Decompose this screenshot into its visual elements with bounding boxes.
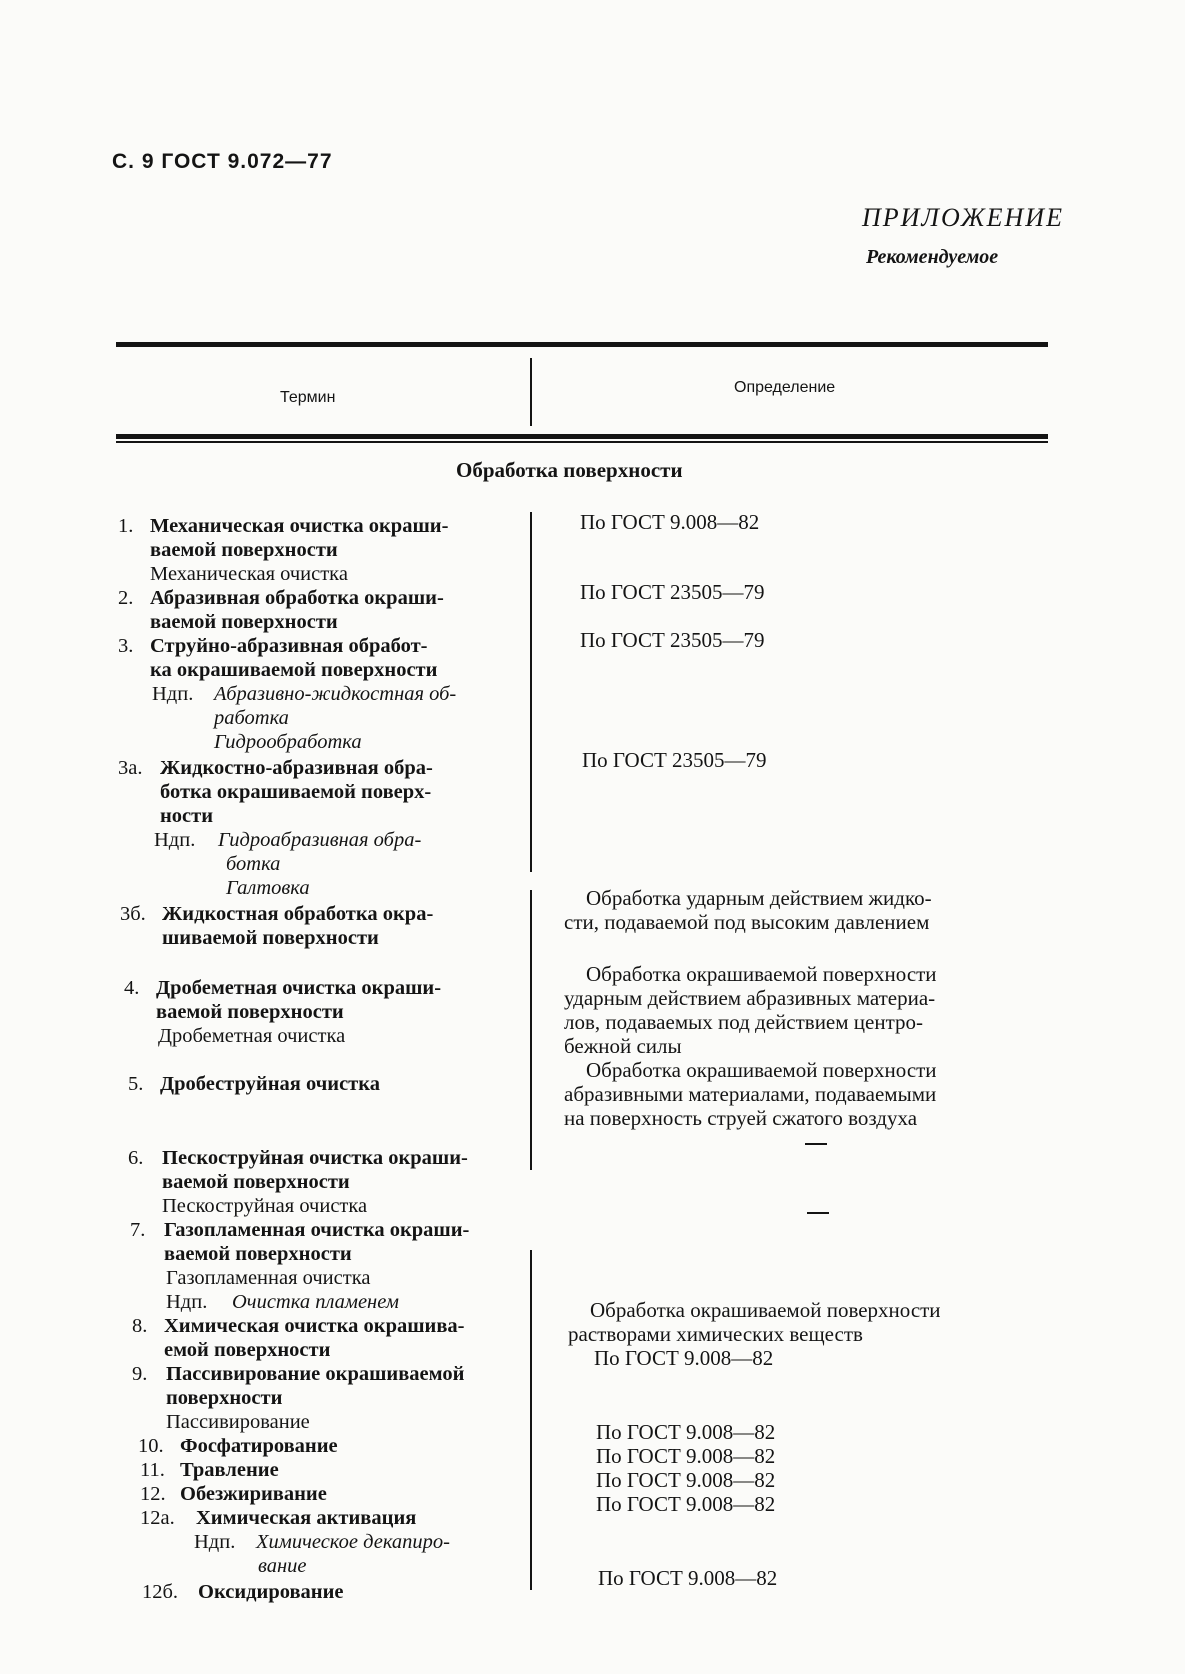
definition-11: По ГОСТ 9.008—82 — [596, 1444, 776, 1468]
term-text: Оксидирование — [198, 1581, 344, 1603]
definition-line: Обработка окрашиваемой поверхности — [590, 1298, 941, 1322]
definition-2: По ГОСТ 23505—79 — [580, 580, 765, 604]
page-header: С. 9 ГОСТ 9.072—77 — [112, 150, 333, 173]
definition-1: По ГОСТ 9.008—82 — [580, 510, 760, 534]
term-line: ваемой поверхности — [164, 1243, 352, 1265]
definition-line: сти, подаваемой под высоким давлением — [564, 910, 930, 934]
term-ndp: Абразивно-жидкостная об- — [214, 683, 457, 705]
term-ndp: Очистка пламенем — [232, 1291, 399, 1313]
term-text — [150, 586, 444, 634]
term-5: 5. — [128, 1073, 144, 1095]
definition-line: ударным действием абразивных материа- — [564, 986, 936, 1010]
empty-definition-dash — [805, 1143, 827, 1145]
term-line: Дробеметная очистка окраши- — [156, 977, 442, 999]
column-header-definition: Определение — [734, 379, 836, 396]
term-line: Пассивирование окрашиваемой — [166, 1363, 465, 1385]
term-ndp: Гидрообработка — [214, 731, 362, 753]
term-ndp: Химическое декапиро- — [256, 1531, 450, 1553]
definition-line: лов, подаваемых под действием центро- — [564, 1010, 924, 1034]
term-11: 11. — [140, 1459, 165, 1481]
term-synonym: Пескоструйная очистка — [162, 1195, 368, 1217]
definition-line: бежной силы — [564, 1034, 682, 1058]
term-ndp: Гидроабразивная обра- — [218, 829, 422, 851]
term-line: емой поверхности — [164, 1339, 331, 1361]
term-line: Жидкостная обработка окра- — [162, 903, 434, 925]
term-ndp: ботка — [226, 853, 281, 875]
definition-line: Обработка окрашиваемой поверхности — [586, 962, 937, 986]
term-8: 8. — [132, 1315, 148, 1337]
definition-line: Обработка ударным действием жидко- — [586, 886, 932, 910]
appendix-title: ПРИЛОЖЕНИЕ — [862, 203, 1064, 232]
term-text — [150, 634, 437, 682]
term-line: Струйно-абразивная обработ- — [150, 635, 428, 657]
term-line: ваемой поверхности — [162, 1171, 350, 1193]
definition-9: По ГОСТ 9.008—82 — [594, 1346, 774, 1370]
definition-12: По ГОСТ 9.008—82 — [596, 1468, 776, 1492]
term-line: Пескоструйная очистка окраши- — [162, 1147, 468, 1169]
term-text: Фосфатирование — [180, 1435, 338, 1457]
term-line: ности — [160, 805, 214, 827]
term-line: ваемой поверхности — [150, 611, 338, 633]
term-text: Дробеструйная очистка — [160, 1073, 380, 1095]
term-synonym: Дробеметная очистка — [158, 1025, 346, 1047]
term-line: Механическая очистка окраши- — [150, 515, 449, 537]
body-column-divider — [530, 890, 532, 1170]
term-line: Жидкостно-абразивная обра- — [160, 757, 433, 779]
empty-definition-dash — [807, 1212, 829, 1214]
term-line: Химическая очистка окрашива- — [164, 1315, 465, 1337]
term-line: ботка окрашиваемой поверх- — [160, 781, 432, 803]
term-text — [162, 1146, 468, 1194]
term-text — [160, 756, 433, 828]
term-3a: 3а. — [118, 757, 143, 779]
term-ndp-label: Ндп. — [152, 683, 194, 705]
term-line: ваемой поверхности — [156, 1001, 344, 1023]
definition-12a: По ГОСТ 9.008—82 — [596, 1492, 776, 1516]
term-text: Химическая активация — [196, 1507, 417, 1529]
term-ndp: вание — [258, 1555, 307, 1577]
body-column-divider — [530, 512, 532, 872]
body-column-divider — [530, 1250, 532, 1590]
term-10: 10. — [138, 1435, 164, 1457]
table-header-rule-thin — [116, 441, 1048, 443]
term-ndp-label: Ндп. — [166, 1291, 208, 1313]
section-title: Обработка поверхности — [456, 458, 683, 482]
term-synonym: Механическая очистка — [150, 563, 348, 585]
column-header-term: Термин — [280, 389, 336, 406]
definition-10: По ГОСТ 9.008—82 — [596, 1420, 776, 1444]
term-synonym: Пассивирование — [166, 1411, 310, 1433]
term-line: Абразивная обработка окраши- — [150, 587, 444, 609]
definition-3b — [564, 886, 932, 934]
table-top-rule — [116, 342, 1048, 347]
term-text — [156, 976, 441, 1024]
table-header-rule — [116, 434, 1048, 439]
definition-4 — [564, 962, 937, 1058]
term-text — [162, 902, 433, 950]
definition-3: По ГОСТ 23505—79 — [580, 628, 765, 652]
definition-line: Обработка окрашиваемой поверхности — [586, 1058, 937, 1082]
term-line: ваемой поверхности — [150, 539, 338, 561]
term-ndp: работка — [214, 707, 289, 729]
definition-5 — [564, 1058, 937, 1130]
term-line: Газопламенная очистка окраши- — [164, 1219, 470, 1241]
term-line: ка окрашиваемой поверхности — [150, 659, 438, 681]
term-7: 7. — [130, 1219, 146, 1241]
term-2: 2. — [118, 587, 134, 609]
term-ndp: Галтовка — [226, 877, 310, 899]
term-12b: 12б. — [142, 1581, 179, 1603]
term-text — [150, 514, 448, 562]
term-line: поверхности — [166, 1387, 283, 1409]
term-ndp-label: Ндп. — [154, 829, 196, 851]
definition-12b: По ГОСТ 9.008—82 — [598, 1566, 778, 1590]
term-number: 1. — [118, 515, 134, 537]
term-12: 12. — [140, 1483, 166, 1505]
term-9: 9. — [132, 1363, 148, 1385]
term-text: Травление — [180, 1459, 279, 1481]
term-3: 3. — [118, 635, 134, 657]
term-text — [166, 1362, 464, 1410]
term-1 — [118, 514, 133, 538]
term-3b: 3б. — [120, 903, 146, 925]
term-4: 4. — [124, 977, 140, 999]
definition-8 — [568, 1298, 941, 1346]
term-text — [164, 1314, 464, 1362]
header-column-divider — [530, 358, 532, 426]
term-12a: 12а. — [140, 1507, 175, 1529]
definition-3a: По ГОСТ 23505—79 — [582, 748, 767, 772]
term-text — [164, 1218, 469, 1266]
term-synonym: Газопламенная очистка — [166, 1267, 371, 1289]
definition-line: абразивными материалами, подаваемыми — [564, 1082, 937, 1106]
appendix-subtitle: Рекомендуемое — [866, 246, 999, 268]
term-line: шиваемой поверхности — [162, 927, 379, 949]
term-6: 6. — [128, 1147, 144, 1169]
definition-line: растворами химических веществ — [568, 1322, 863, 1346]
definition-line: на поверхность струей сжатого воздуха — [564, 1106, 918, 1130]
term-ndp-label: Ндп. — [194, 1531, 236, 1553]
term-text: Обезжиривание — [180, 1483, 327, 1505]
